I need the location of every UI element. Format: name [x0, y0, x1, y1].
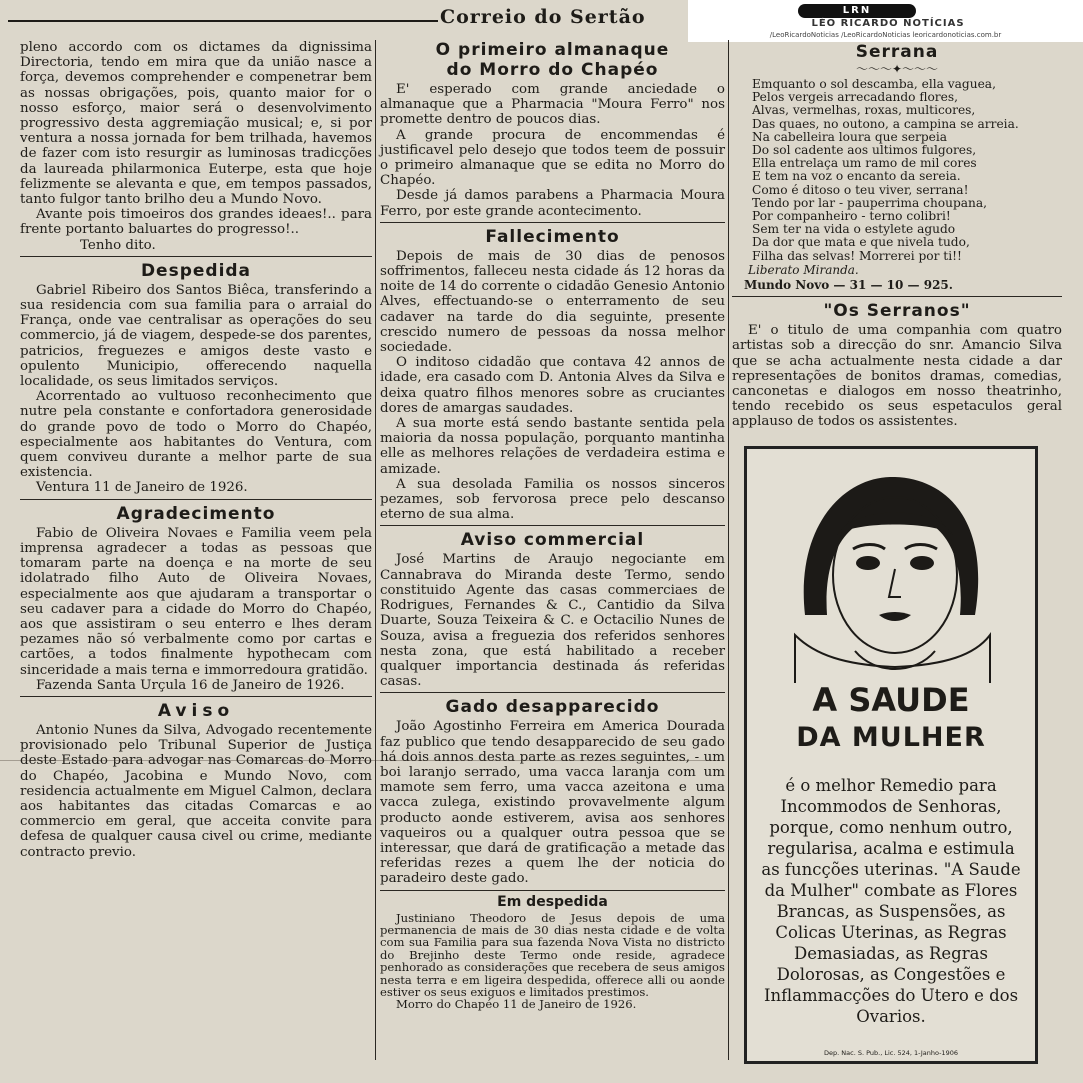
- fallecimento-paragraph: Depois de mais de 30 dias de penosos soffrimentos, falleceu nesta cidade ás 12 horas da noite de 14 do corrente o cidadão Genesio Antonio Alves, effectuando-se o enterramento de seu cadaver na tarde do dia seguinte, presente crescido numero de pessoas da nossa melhor sociedade.: [380, 248, 725, 356]
- poem-line: Ella entrelaça um ramo de mil cores: [752, 156, 977, 171]
- ad-body: é o melhor Remedio para Incommodos de Senhoras, porque, como nenhum outro, regularisa, acalma e estimula as funcções uterinas. "A Saude da Mulher" combate as Flores Brancas, as Suspensões, as Colicas Uterinas, as Regras Demasiadas, as Regras Dolorosas, as Congestões e Inflammacções do Utero e dos Ovarios.: [761, 776, 1021, 1026]
- section-rule: [380, 222, 725, 223]
- intro-closing: Tenho dito.: [80, 237, 156, 253]
- poem-line: Na cabelleira loura que serpeia: [752, 129, 948, 144]
- despedida-paragraph: Gabriel Ribeiro dos Santos Biêca, transferindo a sua residencia com sua familia para o arraial do França, onde vae centralisar as operações do seu commercio, já de viagem, despede-se dos parentes, patricios, freguezes e amigos deste vasto e opulento Municipio, offerecendo naquella localidade, os seus limitados serviços.: [20, 282, 372, 390]
- despedida-paragraph: Acorrentado ao vultuoso reconhecimento que nutre pela constante e confortadora generosidade do grande povo de todo o Morro do Chapéo, especialmente aos habitantes do Ventura, com quem conviveu durante a melhor parte de sua existencia.: [20, 389, 372, 481]
- watermark-logo: [688, 0, 1083, 42]
- em-despedida-paragraph: Justiniano Theodoro de Jesus depois de uma permanencia de mais de 30 dias nesta cidade e de volta com sua Familia para sua fazenda Nova Vista no districto do Brejinho deste Termo onde reside, agradece penhorado as considerações que recebera de seus amigos nesta terra e em ligeira despedida, offerece alli ou aonde estiver os seus exiguos e limitados prestimos.: [380, 910, 725, 999]
- serranos-paragraph: E' o titulo de uma companhia com quatro artistas sob a direcção do snr. Amancio Silva que se acha actualmente nesta cidade a dar representações de bonitos dramas, comedias, canconetas e dialogos em nosso theatrinho, tendo recebido os seus espetaculos geral applauso de todos os assistentes.: [732, 323, 1062, 430]
- paper-fold-line: [0, 760, 720, 761]
- ad-title: [747, 681, 1035, 757]
- fallecimento-paragraph: A sua morte está sendo bastante sentida pela maioria da nossa população, porquanto mantinha elle as melhores relações de verdadeira estima e amizade.: [380, 416, 725, 477]
- poem-line: Sem ter na vida o estylete agudo: [752, 222, 956, 237]
- ad-footer: Dep. Nac. S. Pub., Lic. 524, 1-Janho-1906: [824, 1049, 958, 1057]
- ad-title-line1: A SAUDE: [812, 681, 970, 719]
- almanaque-paragraph: A grande procura de encommendas é justificavel pelo desejo que todos teem de possuir o primeiro almanaque que se edita no Morro do Chapéo.: [380, 127, 725, 189]
- poem-line: Filha das selvas! Morrerei por ti!!: [752, 248, 962, 263]
- column-divider: [375, 40, 376, 1060]
- section-rule: [380, 692, 725, 693]
- section-rule: [732, 296, 1062, 297]
- serrana-heading: Serrana: [855, 42, 939, 62]
- agradecimento-dateline: Fazenda Santa Urçula 16 de Janeiro de 1926.: [36, 677, 345, 693]
- em-despedida-heading: Em despedida: [497, 893, 608, 910]
- almanaque-heading-line2: do Morro do Chapéo: [446, 60, 659, 80]
- intro-paragraph: Avante pois timoeiros dos grandes ideaes!.. para frente portanto baluartes do progresso!..: [20, 207, 372, 238]
- ornament-divider: 〜〜〜✦〜〜〜: [855, 62, 939, 76]
- section-rule: [20, 499, 372, 500]
- poem-stanza: [752, 184, 1062, 224]
- intro-paragraph: pleno accordo com os dictames da dignissima Directoria, tendo em mira que da união nasce a força, devemos comprehender e compenetrar bem as nossas obrigações, pois, quanto maior for o nosso esforço, maior será o desenvolvimento progressivo desta aggremiação musical; e, si por ventura a nossa jornada for bem trilhada, havemos de fazer com isto resurgir as luminosas tradicções da laureada philarmonica Euterpe, esta que hoje felizmente se alevanta e que, em tempos passados, tanto fulgor tanto brilho deu a Mundo Novo.: [20, 40, 372, 208]
- despedida-heading: Despedida: [140, 260, 252, 281]
- poem-dateline: Mundo Novo — 31 — 10 — 925.: [744, 278, 953, 293]
- section-rule: [380, 890, 725, 891]
- almanaque-paragraph: Desde já damos parabens a Pharmacia Moura Ferro, por este grande acontecimento.: [380, 188, 725, 219]
- poem-stanza: [752, 78, 1062, 131]
- poem-line: Da dor que mata e que nivela tudo,: [752, 235, 970, 250]
- section-rule: [20, 256, 372, 257]
- almanaque-paragraph: E' esperado com grande anciedade o almanaque que a Pharmacia "Moura Ferro" nos promette dentro de poucos dias.: [380, 82, 725, 128]
- serranos-heading: "Os Serranos": [823, 301, 971, 322]
- section-rule: [20, 696, 372, 697]
- poem-line: Tendo por lar - pauperrima choupana,: [752, 195, 988, 210]
- aviso-heading: Aviso: [157, 700, 235, 721]
- em-despedida-dateline: Morro do Chapéo 11 de Janeiro de 1926.: [396, 997, 637, 1012]
- fallecimento-heading: Fallecimento: [485, 226, 620, 247]
- poem-line: Das quaes, no outono, a campina se arreia.: [752, 116, 1019, 131]
- agradecimento-paragraph: Fabio de Oliveira Novaes e Familia veem pela imprensa agradecer a todas as pessoas que tomaram parte na doença e na morte de seu idolatrado filho Auto de Oliveira Novaes, especialmente aos que ajudaram a transportar o seu cadaver para a cidade do Morro do Chapéo, aos que assistiram o seu enterro e lhes deram pezames não só verbalmente como por cartas e cartões, a todos finalmente hypothecam com sinceridade a mais terna e immorredoura gratidão.: [20, 525, 372, 678]
- logo-social: /LeoRicardoNoticias /LeoRicardoNoticias leoricardonoticias.com.br: [769, 31, 1002, 39]
- section-rule: [380, 525, 725, 526]
- woman-portrait-illustration: [785, 465, 995, 683]
- aviso-paragraph: Antonio Nunes da Silva, Advogado recentemente provisionado pelo Tribunal Superior de Justiça deste Estado para advogar nas Comarcas do Morro do Chapéo, Jacobina e Mundo Novo, com residencia actualmente em Miguel Calmon, declara aos habitantes das citadas Comarcas e ao commercio em geral, que acceita convite para defesa de qualquer causa civel ou crime, mediante contracto previo.: [20, 722, 372, 860]
- poem-line: Emquanto o sol descamba, ella vaguea,: [752, 77, 996, 91]
- fallecimento-paragraph: A sua desolada Familia os nossos sinceros pezames, sob fervorosa prece pelo descanso eterno de sua alma.: [380, 476, 725, 523]
- fallecimento-paragraph: O inditoso cidadão que contava 42 annos de idade, era casado com D. Antonia Alves da Silva e deixa quatro filhos menores sobre as cruciantes dores de amargas saudades.: [380, 355, 725, 416]
- column-1: [20, 40, 372, 860]
- ad-title-line2: DA MULHER: [796, 722, 986, 753]
- logo-mark: LRN: [798, 4, 916, 18]
- column-2: [380, 40, 725, 1011]
- serrana-poem: [752, 78, 1062, 263]
- poem-line: Pelos vergeis arrecadando flores,: [752, 90, 958, 105]
- agradecimento-heading: Agradecimento: [116, 503, 276, 524]
- saude-da-mulher-ad: [744, 446, 1038, 1064]
- poem-line: E tem na voz o encanto da sereia.: [752, 169, 961, 184]
- aviso-commercial-paragraph: José Martins de Araujo negociante em Cannabrava do Miranda deste Termo, sendo constituido Agente das casas commerciaes de Rodrigues, Fernandes & C., Cantidio da Silva Duarte, Souza Teixeira & C. e Octacilio Nunes de Souza, avisa a freguezia dos referidos senhores nesta zona, que está habilitado a receber qualquer importancia destinada ás referidas casas.: [380, 552, 725, 690]
- gado-heading: Gado desapparecido: [445, 697, 660, 718]
- column-3: [732, 40, 1062, 430]
- poem-line: Por companheiro - terno colibri!: [752, 209, 951, 224]
- poem-author: Liberato Miranda.: [748, 262, 859, 277]
- page-title: Correio do Sertão: [440, 6, 646, 28]
- header-rule: [8, 20, 438, 22]
- poem-line: Como é ditoso o teu viver, serrana!: [752, 182, 969, 197]
- column-divider: [728, 40, 729, 1060]
- gado-paragraph: João Agostinho Ferreira em America Dourada faz publico que tendo desapparecido de seu gado há dois annos desta parte as rezes seguintes, - um boi laranjo serrado, uma vacca laranja com um mamote sem ferro, uma vacca azeitona e uma vacca zulega, existindo provavelmente algum producto aonde estiverem, avisa aos senhores vaqueiros ou a qualquer outra pessoa que se interessar, que dará de gratificação a metade das referidas rezes a quem lhe der noticia do paradeiro deste gado.: [380, 719, 725, 887]
- despedida-dateline: Ventura 11 de Janeiro de 1926.: [36, 480, 248, 496]
- logo-name: LÉO RICARDO NOTÍCIAS: [811, 18, 965, 29]
- poem-line: Do sol cadente aos ultimos fulgores,: [752, 143, 977, 158]
- aviso-commercial-heading: Aviso commercial: [460, 530, 645, 551]
- almanaque-heading-line1: O primeiro almanaque: [435, 40, 670, 60]
- poem-line: Alvas, vermelhas, roxas, multicores,: [752, 103, 976, 118]
- almanaque-heading: [380, 40, 725, 80]
- poem-stanza: [752, 223, 1062, 263]
- poem-stanza: [752, 131, 1062, 184]
